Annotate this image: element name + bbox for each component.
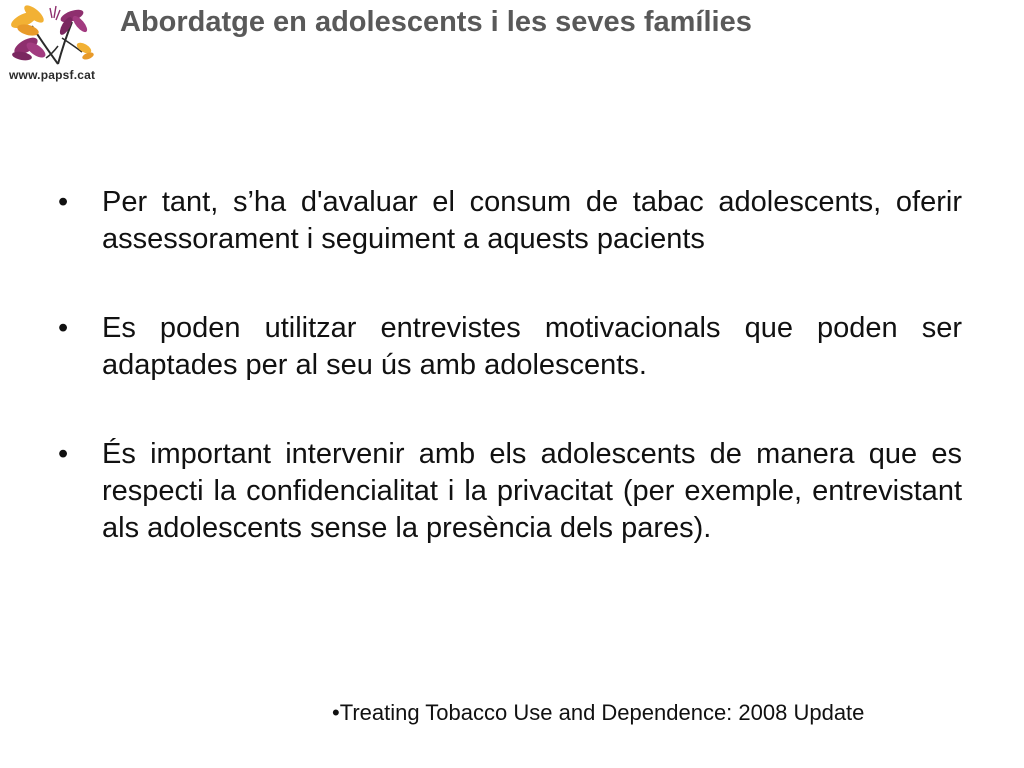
slide-title: Abordatge en adolescents i les seves famílies [120, 6, 752, 38]
bullet-list [58, 184, 962, 547]
bullet-marker: • [58, 186, 69, 218]
bullet-text: Per tant, s’ha d'avaluar el consum de tabac adolescents, oferir assessorament i seguiment a aquests pacients [102, 186, 962, 255]
reference-note: •Treating Tobacco Use and Dependence: 2008 Update [332, 700, 865, 725]
flowers-logo-icon [2, 2, 94, 68]
bullet-marker: • [58, 438, 69, 470]
bullet-marker: • [58, 312, 69, 344]
logo-url: www.papsf.cat [9, 68, 96, 82]
logo [0, 0, 112, 92]
bullet-text: És important intervenir amb els adolescents de manera que es respecti la confidencialitat i la privacitat (per exemple, entrevistant als adolescents sense la presència dels pares). [102, 438, 962, 544]
bullet-item [58, 436, 962, 547]
bullet-item [58, 310, 962, 384]
bullet-item [58, 184, 962, 258]
bullet-text: Es poden utilitzar entrevistes motivacionals que poden ser adaptades per al seu ús amb adolescents. [102, 312, 962, 381]
